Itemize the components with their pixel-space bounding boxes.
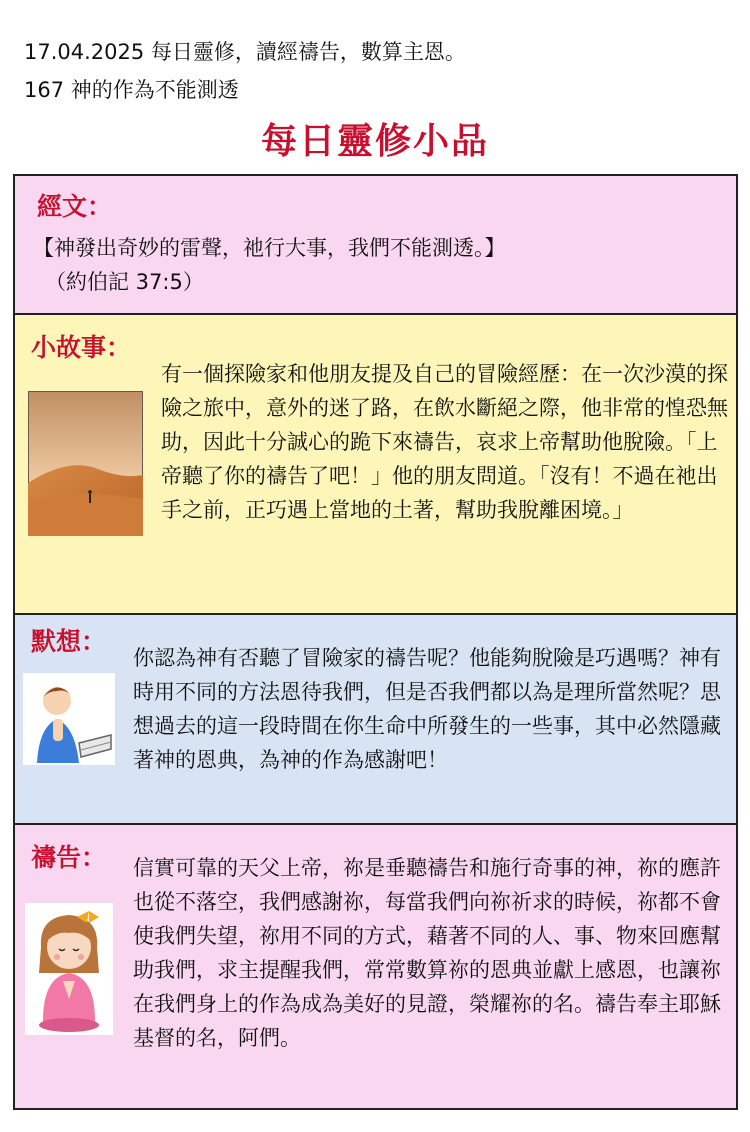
story-text: 有一個探險家和他朋友提及自己的冒險經歷：在一次沙漠的探險之旅中，意外的迷了路，在飲水斷絕之際，他非常的惶恐無助，因此十分誠心的跪下來禱告，哀求上帝幫助他脫險。「上帝聽了你的禱告了吧！」他的朋友問道。「沒有！不過在祂出手之前，正巧遇上當地的土著，幫助我脫離困境。」 xyxy=(161,362,728,522)
praying-boy-image xyxy=(23,673,115,765)
prayer-text: 信實可靠的天父上帝，祢是垂聽禱告和施行奇事的神，祢的應許也從不落空，我們感謝祢，每當我們向祢祈求的時候，祢都不會使我們失望，祢用不同的方式，藉著不同的人、事、物來回應幫助我們，求主提醒我們，常常數算祢的恩典並獻上感恩，也讓祢在我們身上的作為成為美好的見證，榮耀祢的名。禱告奉主耶穌基督的名，阿們。 xyxy=(133,856,721,1050)
prayer-heading: 禱告： xyxy=(31,843,107,872)
header-date-line: 17.04.2025 每日靈修，讀經禱告，數算主恩。 xyxy=(24,40,466,64)
devotional-box xyxy=(13,174,738,1110)
scripture-heading: 經文： xyxy=(37,192,113,221)
desert-dune-image xyxy=(28,391,143,536)
praying-girl-image xyxy=(25,903,113,1035)
scripture-text: 【神發出奇妙的雷聲，祂行大事，我們不能測透。】 xyxy=(33,236,506,260)
prayer-section xyxy=(15,823,736,1108)
scripture-reference: （約伯記 37:5） xyxy=(45,270,204,294)
page-title: 每日靈修小品 xyxy=(260,121,489,162)
meditation-text: 你認為神有否聽了冒險家的禱告呢？他能夠脫險是巧遇嗎？神有時用不同的方法恩待我們，但是否我們都以為是理所當然呢？思想過去的這一段時間在你生命中所發生的一些事，其中必然隱藏著神的恩典，為神的作為感謝吧！ xyxy=(133,646,721,772)
story-heading: 小故事： xyxy=(31,333,132,362)
meditation-heading: 默想： xyxy=(31,627,107,656)
meditation-section xyxy=(15,613,736,823)
scripture-section xyxy=(15,176,736,313)
story-section xyxy=(15,313,736,613)
header-topic-line: 167 神的作為不能測透 xyxy=(24,78,239,102)
